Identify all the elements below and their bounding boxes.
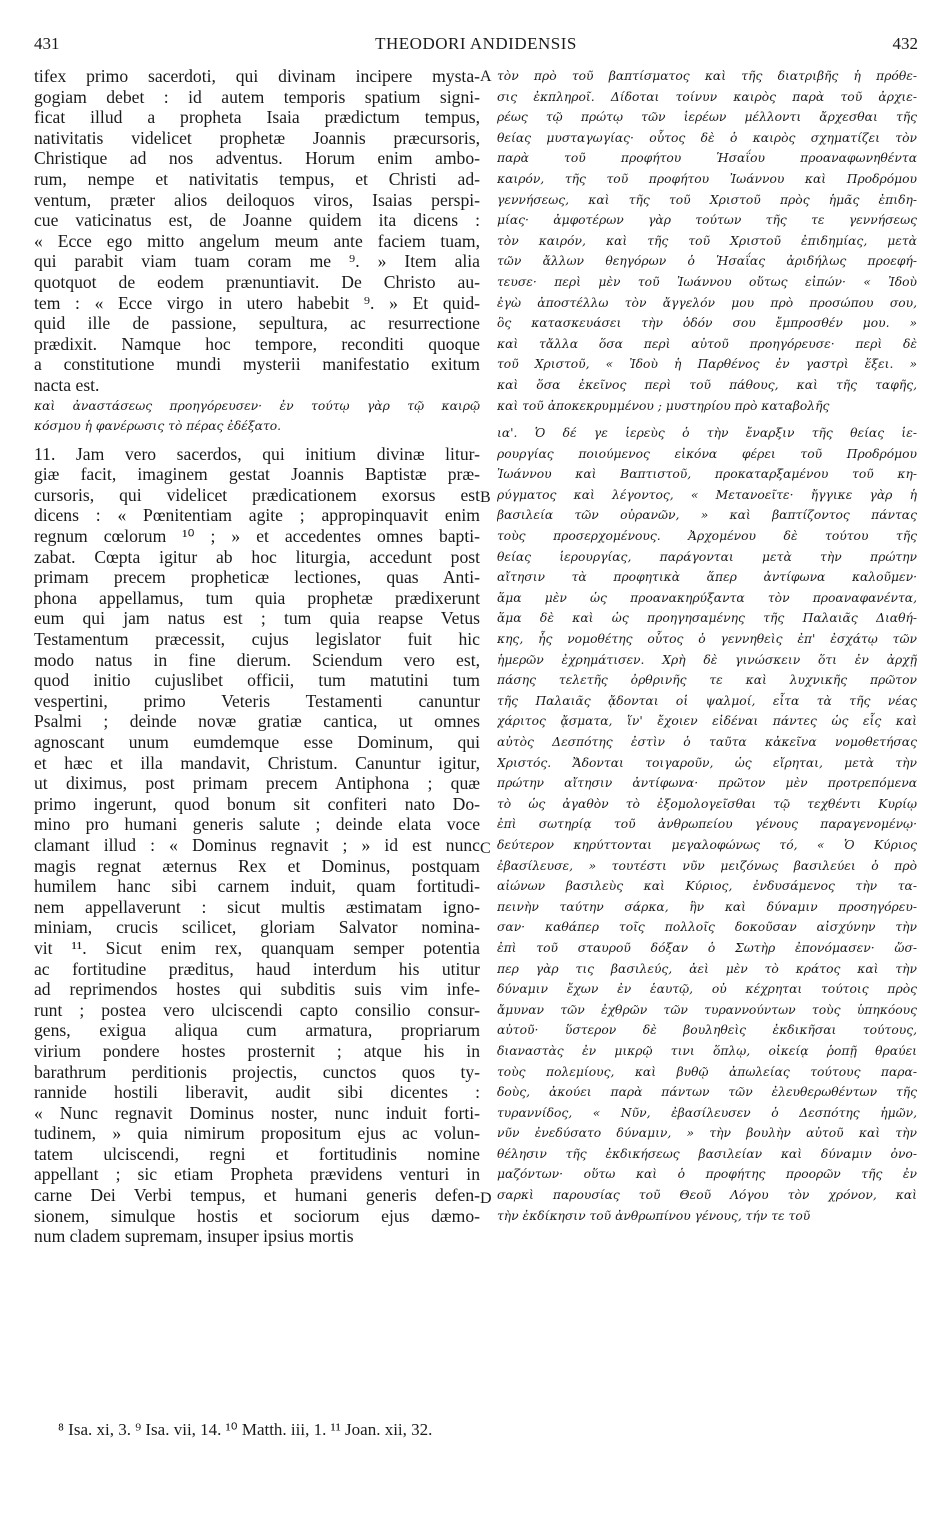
greek-line: τευσε· περὶ μὲν τοῦ Ἰωάννου οὕτως εἰπών· « Ἰδοὺ — [497, 274, 917, 289]
greek-line: ρύγματος καὶ λέγοντος, « Μετανοεῖτε· ἤγγικε γὰρ ἡ — [497, 487, 917, 502]
latin-line: ventum, præter alios deiloquos viros, Isaias perspi- — [34, 189, 480, 210]
latin-line: tudinem, » quia nimirum propositum ejus ac volun- — [34, 1123, 480, 1144]
greek-column — [497, 66, 917, 1226]
page-number-left: 431 — [34, 34, 60, 53]
latin-line: agnoscant unum eumdemque esse Dominum, qui — [34, 732, 480, 752]
latin-line: appellant ; sic etiam Propheta prævidens venturi in — [34, 1164, 480, 1185]
latin-line: rannide hostili liberavit, audit sibi dicentes : — [34, 1082, 480, 1103]
latin-line: nacta est. — [34, 374, 100, 395]
latin-column — [34, 66, 480, 1247]
greek-line: ια'. Ὁ δέ γε ἱερεὺς ὁ τὴν ἔναρξιν τῆς θείας ἱε- — [497, 426, 917, 441]
greek-line: θείας μυσταγωγίας· οὗτος δὲ ὁ καιρὸς σχηματίζει τὸν — [497, 130, 917, 145]
margin-letter-d: D — [480, 1190, 492, 1207]
greek-line: μίας· ἀμφοτέρων γὰρ τούτων τῆς τε γεννήσεως — [497, 213, 917, 228]
latin-line: phona appellamus, tum quia prophetæ prædixerunt — [34, 587, 480, 608]
latin-line: et hæc et illa mandavit, Christum. Canuntur igitur, — [34, 752, 480, 773]
latin-line: cue vaticinatus est, de Joanne quidem ita dicens : — [34, 210, 480, 231]
latin-line: gogiam debet : id autem temporis spatium signi- — [34, 86, 480, 107]
latin-line: ad reprimendos hostes qui subditis suis vim infe- — [34, 979, 480, 1000]
greek-line: τὸν πρὸ τοῦ βαπτίσματος καὶ τῆς διατριβῆς ἡ πρόθε- — [497, 69, 917, 83]
greek-line: ἅμα δὲ καὶ ὡς προηγησαμένης τῆς Παλαιᾶς Διαθή- — [497, 611, 917, 626]
greek-line: ἐβασίλευσε, » τουτέστι νῦν μειζόνως βασιλεύει ὁ πρὸ — [497, 858, 917, 873]
greek-line: βασιλεία τῶν οὐρανῶν, » καὶ βαπτίζοντος πάντας — [497, 508, 917, 523]
greek-line: αὐτὸς Δεσπότης ἐστὶν ὁ ταῦτα κἀκεῖνα νομοθετήσας — [497, 735, 917, 749]
greek-line: ρέως τῷ πρώτῳ τῶν ἱερέων μέλλοντι ἄρχεσθαι τῆς — [497, 110, 917, 125]
latin-line: quod initio cujuslibet officii, tum matutini tum — [34, 670, 480, 691]
margin-letter-c: C — [480, 840, 491, 857]
greek-line: τῆς Παλαιᾶς ᾄδονται οἱ ψαλμοί, εἶτα τὰ τῆς νέας — [497, 693, 917, 708]
latin-line: nativitatis videlicet prophetæ Joannis præcursoris, — [34, 127, 480, 148]
latin-line: « Ecce ego mitto angelum meum ante faciem tuam, — [34, 230, 480, 251]
greek-line: πεινὴν ταύτην σάρκα, ἣν καὶ δύναμιν προσηγόρευ- — [497, 899, 917, 914]
greek-line: αἴτησιν τὰ προφητικὰ ἅπερ ἀντίφωνα καλοῦμεν· — [497, 570, 917, 585]
greek-line: ρουργίας ποιούμενος εἰκόνα φέρει τοῦ Προδρόμου — [497, 446, 917, 461]
margin-letter-b: B — [480, 489, 491, 506]
greek-line: τὴν ἐκδίκησιν τοῦ ἀνθρωπίνου γένους, τήν τε τοῦ — [497, 1208, 811, 1223]
greek-line: περ γὰρ τις βασιλεύς, ἀεὶ μὲν τὸ κράτος καὶ τὴν — [497, 961, 917, 976]
latin-line: tem : « Ecce virgo in utero habebit ⁹. » Et quid- — [34, 292, 480, 313]
latin-line: prædixit. Namque hoc tempore, reconditi quoque — [34, 333, 480, 354]
greek-line: σαν· καθάπερ τοῖς πολλοῖς δοκοῦσαν αἰσχύνην τὴν — [497, 920, 917, 935]
latin-line: quotquot de eodem prænuntiavit. De Christo au- — [34, 271, 480, 292]
latin-line: dicens : « Pœnitentiam agite ; appropinquavit enim — [34, 505, 480, 526]
latin-line: num cladem supremam, insuper ipsius mortis — [34, 1226, 354, 1247]
greek-line: θείας ἱερουργίας, παράγονται μετὰ τὴν πρώτην — [497, 549, 917, 564]
latin-line: vit ¹¹. Sicut enim rex, quanquam semper potentia — [34, 937, 480, 958]
greek-line: νῦν ἐνεδύσατο δύναμιν, » τὴν βουλὴν αὐτοῦ καὶ τὴν — [497, 1126, 917, 1141]
latin-line: zabat. Cœpta igitur ab hoc liturgia, accedunt post — [34, 546, 480, 567]
greek-line: ἐπὶ τοῦ σταυροῦ δόξαν ὁ Σωτὴρ ἐπονόμασεν· ὥσ- — [497, 940, 917, 955]
greek-line: τοῦ Χριστοῦ, « Ἰδοὺ ἡ Παρθένος ἐν γαστρὶ ἕξει. » — [497, 357, 917, 372]
greek-line: καιρόν, τῆς τοῦ προφήτου Ἰωάννου καὶ Προδρόμου — [497, 171, 917, 186]
latin-line: sionem, simulque hostis et sociorum ejus dæmo- — [34, 1205, 480, 1226]
greek-line: τὸ ὡς ἀγαθὸν τὸ ἐξομολογεῖσθαι τῷ τεχθέντι Κυρίῳ — [497, 796, 917, 811]
latin-line: modo natus in fine dierum. Sciendum vero est, — [34, 649, 480, 670]
latin-line: giæ facit, imaginem gestat Joannis Baptistæ præ- — [34, 464, 480, 485]
greek-line: πρώτην αἴτησιν ἀντίφωνα· πρῶτον μὲν προτρεπόμενα — [497, 776, 917, 791]
latin-line: magis regnat æternus Rex et Dominus, postquam — [34, 855, 480, 876]
latin-line: regnum cœlorum ¹⁰ ; » et accedentes omnes bapti- — [34, 526, 480, 547]
greek-line: δοὺς, ἀκούει παρὰ πάντων τῶν ἐλευθερωθέντων τῆς — [497, 1085, 917, 1100]
latin-line: quid ille de passione, sepultura, ac resurrectione — [34, 313, 480, 334]
latin-line: mino pro humani generis salute ; deinde elata voce — [34, 814, 480, 835]
page-number-right: 432 — [892, 34, 918, 53]
latin-line: « Nunc regnavit Dominus noster, nunc induit forti- — [34, 1102, 480, 1123]
margin-letter-a: A — [480, 68, 492, 85]
latin-line: runt ; postea vero ulciscendi capto consilio consur- — [34, 999, 480, 1020]
latin-line: barathrum perditionis projectis, cunctos quos ty- — [34, 1061, 480, 1082]
greek-line: γεννήσεως, καὶ τῆς τοῦ Χριστοῦ πρὸς ἡμᾶς ἐπιδη- — [497, 192, 917, 207]
latin-line: virium pondere hostes prosternit ; atque his in — [34, 1040, 480, 1061]
greek-line: πάσης τελετῆς ὀρθρινῆς τε καὶ λυχνικῆς πρῶτον — [497, 673, 917, 688]
latin-line: nem appellaverunt : sicut multis æstimatam igno- — [34, 896, 480, 917]
greek-line: θέλησιν τῆς ἐκδικήσεως βασιλείαν καὶ δύναμιν ὀνο- — [497, 1146, 917, 1161]
latin-line: tatem ulciscendi, regni et fortitudinis nomine — [34, 1143, 480, 1164]
greek-line: κης, ἧς νομοθέτης οὗτος ὁ γεννηθεὶς ἐπ' ἐσχάτῳ τῶν — [497, 632, 917, 647]
greek-line: δύναμιν ἔχων ἐν ἑαυτῷ, οὐ κέχρηται τούτοις πρὸς — [497, 982, 917, 997]
greek-line: ἅμα μὲν ὡς προανακηρύξαντα τὸν προαναφανέντα, — [497, 590, 917, 605]
greek-line: καὶ τοῦ ἀποκεκρυμμένου ; μυστηρίου πρὸ καταβολῆς — [497, 398, 830, 413]
greek-line: ἐπὶ σωτηρίᾳ τοῦ ἀνθρωπείου γένους παραγενομένῳ· — [497, 817, 917, 832]
greek-line: τὸν καιρόν, καὶ τῆς τοῦ Χριστοῦ ἐπιδημίας, μετὰ — [497, 233, 917, 248]
footnotes: ⁸ Isa. xi, 3. ⁹ Isa. vii, 14. ¹⁰ Matth. iii, 1. ¹¹ Joan. xii, 32. — [58, 1420, 433, 1439]
greek-line: τῶν ἄλλων θεηγόρων ὁ Ἡσαΐας ἀριδήλως προεφή- — [497, 254, 917, 269]
greek-line: ἄμυναν τῶν ἐχθρῶν τῶν τυραννούντων τοὺς ὑπηκόους — [497, 1002, 917, 1017]
latin-line: carne Dei Verbi tempus, et humani generis defen- — [34, 1185, 480, 1206]
latin-line: miniam, crucis scilicet, gloriam Salvator nomina- — [34, 917, 480, 938]
latin-line: tifex primo sacerdoti, qui divinam incipere mysta- — [34, 66, 480, 86]
greek-line: τυραννίδος, « Νῦν, ἐβασίλευσεν ὁ Δεσπότης ἡμῶν, — [497, 1105, 917, 1120]
latin-line: Testamentum præcessit, cujus legislator fuit hic — [34, 629, 480, 650]
greek-line: ἐγὼ ἀποστέλλω τὸν ἄγγελόν μου πρὸ προσώπου σου, — [497, 295, 917, 310]
greek-line: τοὺς προσερχομένους. Ἀρχομένου δὲ τούτου τῆς — [497, 529, 917, 544]
latin-line: eum qui jam natus est ; tum quia reapse Vetus — [34, 608, 480, 629]
latin-line: ut diximus, post primam precem Antiphona ; quæ — [34, 773, 480, 794]
latin-line: Christique ad nos adventus. Horum enim ambo- — [34, 148, 480, 169]
latin-line: primo ingerunt, quod bonum sit confiteri nato Do- — [34, 793, 480, 814]
greek-line: σις ἐκπληροῖ. Δίδοται τοίνυν καιρὸς παρὰ τοῦ ἀρχιε- — [497, 89, 917, 104]
greek-line: χάριτος ᾄσματα, ἵν' ἔχοιεν εἰδέναι πάντες ὡς εἷς καὶ — [497, 714, 917, 729]
latin-line: rum, nempe et nativitatis tempus, et Christi ad- — [34, 168, 480, 189]
running-title: THEODORI ANDIDENSIS — [375, 34, 577, 53]
greek-line: τοὺς πολεμίους, καὶ βυθῷ ἀπωλείας τούτους παρα- — [497, 1064, 917, 1079]
greek-line: αὐτοῦ· ὕστερον δὲ βουληθεὶς ἐκδικῆσαι τούτους, — [497, 1023, 917, 1038]
latin-line: clamant illud : « Dominus regnavit ; » id est nunc — [34, 834, 480, 855]
greek-line: ὃς κατασκευάσει τὴν ὁδόν σου ἔμπροσθέν μου. » — [497, 316, 917, 331]
greek-line: καὶ ὅσα ἐκεῖνος περὶ τοῦ πάθους, καὶ τῆς ταφῆς, — [497, 377, 917, 392]
latin-line: Psalmi ; deinde novæ gratiæ cantica, ut omnes — [34, 711, 480, 732]
greek-line: Χριστός. Ἄδονται τοιγαροῦν, ὡς εἴρηται, μετὰ τὴν — [497, 755, 917, 770]
greek-line: διαναστὰς ἐν μικρῷ τινι ὅπλῳ, οἰκείᾳ ῥοπῇ θραύει — [497, 1043, 917, 1058]
greek-continuation-line: κόσμου ἡ φανέρωσις τὸ πέρας ἐδέξατο. — [34, 419, 282, 434]
greek-line: ἡμερῶν ἐχρημάτισεν. Χρὴ δὲ γινώσκειν ὅτι ἐν ἀρχῇ — [497, 652, 917, 667]
greek-line: αἰώνων βασιλεὺς καὶ Κύριος, ἐνδυσάμενος τὴν τα- — [497, 879, 917, 894]
greek-line: δεύτερον κηρύττονται μεγαλοφώνως τό, « Ὁ Κύριος — [497, 837, 917, 852]
latin-line: vespertini, primo Veteris Testamenti canuntur — [34, 690, 480, 711]
greek-continuation-line: καὶ ἀναστάσεως προηγόρευσεν· ἐν τούτῳ γὰρ τῷ καιρῷ — [34, 398, 480, 413]
latin-line: ficat illud a propheta Isaia prædictum tempus, — [34, 107, 480, 128]
latin-line: primam precem propheticæ lectiones, quas Anti- — [34, 567, 480, 588]
latin-line: gens, exigua aliqua cum armatura, propriarum — [34, 1020, 480, 1041]
running-header — [34, 34, 918, 58]
latin-line: qui parabit viam tuam coram me ⁹. » Item alia — [34, 251, 480, 272]
greek-line: μαζόντων· οὕτω καὶ ὁ προφήτης προορῶν τῆς ἐν — [497, 1167, 917, 1182]
latin-line: 11. Jam vero sacerdos, qui initium divinæ litur- — [34, 443, 480, 464]
latin-line: humilem hanc sibi carnem induit, quam fortitudi- — [34, 876, 480, 897]
greek-line: παρὰ τοῦ προφήτου Ἡσαΐου προαναφωνηθέντα — [497, 151, 917, 166]
latin-line: ac fortitudine præditus, haud interdum his utitur — [34, 958, 480, 979]
latin-line: a constitutione mundi mysterii manifestatio exitum — [34, 354, 480, 375]
latin-line: cursoris, qui videlicet prædicationem exorsus est — [34, 484, 480, 505]
greek-line: σαρκὶ παρουσίας τοῦ Θεοῦ Λόγου τὸν χρόνον, καὶ — [497, 1188, 917, 1203]
greek-line: καὶ τἄλλα ὅσα περὶ αὐτοῦ προηγόρευσε· περὶ δὲ — [497, 336, 917, 351]
greek-line: Ἰωάννου καὶ Βαπτιστοῦ, προκαταρξαμένου τοῦ κη- — [497, 467, 917, 482]
